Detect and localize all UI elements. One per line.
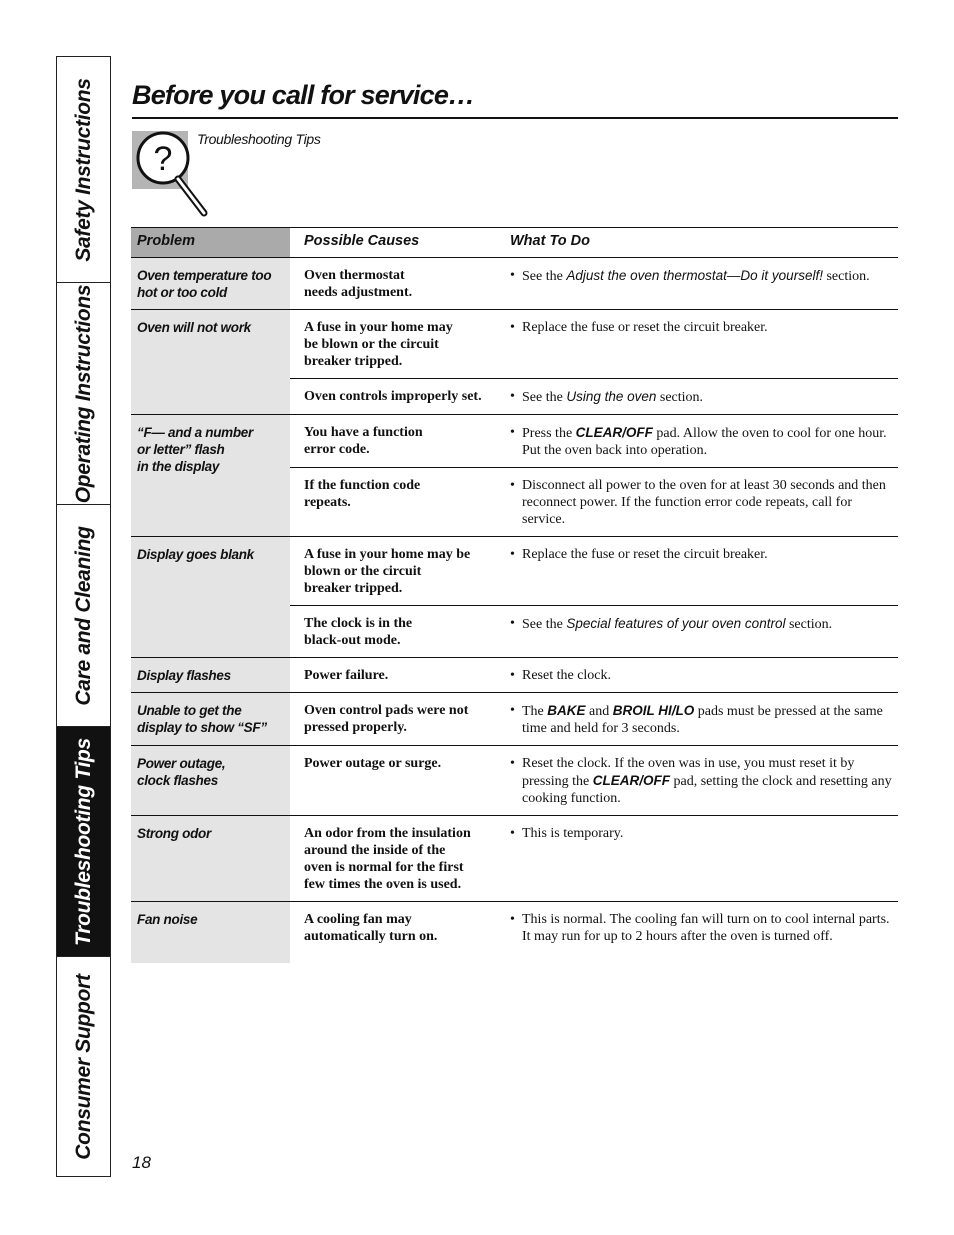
solution-text: pad. Allow the oven to cool for one hour. Put the oven back into operation.: [522, 426, 887, 458]
table-row: [131, 693, 898, 746]
solution-text: Replace the fuse or reset the circuit breaker.: [522, 320, 768, 335]
solution-text: This is temporary.: [522, 826, 624, 841]
solution-text: See the: [522, 617, 567, 632]
side-tab-label: Safety Instructions: [71, 77, 95, 262]
column-header-problem: Problem: [131, 228, 290, 258]
possible-cause-cell: Oven thermostat needs adjustment.: [304, 268, 413, 300]
possible-cause-cell: Oven control pads were not pressed properly.: [290, 693, 502, 746]
possible-cause-cell: The clock is in the black-out mode.: [290, 606, 502, 658]
table-row: [131, 537, 898, 606]
solution-item: [510, 267, 894, 285]
page-number: 18: [132, 1153, 151, 1172]
solution-item: [510, 615, 894, 633]
section-label: Troubleshooting Tips: [197, 131, 321, 147]
bullet-icon: •: [510, 425, 515, 440]
problem-cell: Strong odor: [131, 816, 290, 902]
solution-text: section.: [785, 617, 833, 632]
what-to-do-cell: [502, 258, 898, 310]
solution-item: [510, 388, 894, 406]
solution-text: Disconnect all power to the oven for at least 30 seconds and then reconnect power. If the function error code repeats, call for service.: [522, 478, 886, 527]
solution-text: section.: [822, 269, 870, 284]
solution-text: section.: [656, 390, 704, 405]
possible-cause-cell: Power outage or surge.: [290, 746, 502, 816]
side-tab-safety-instructions[interactable]: [57, 57, 110, 283]
solution-text: This is normal. The cooling fan will turn on to cool internal parts. It may run for up to 2 hours after the oven is turned off.: [522, 912, 890, 944]
bullet-icon: •: [510, 547, 515, 562]
bullet-icon: •: [510, 912, 515, 927]
possible-cause-cell: If the function code repeats.: [290, 468, 502, 537]
table-row: [131, 415, 898, 468]
bullet-icon: •: [510, 478, 515, 493]
what-to-do-cell: [502, 658, 898, 693]
what-to-do-cell: [502, 816, 898, 902]
possible-cause-cell: A fuse in your home may be blown or the circuit breaker tripped.: [290, 537, 502, 606]
bullet-icon: •: [510, 826, 515, 841]
solution-item: [510, 702, 894, 737]
solution-text: Reset the clock.: [522, 668, 612, 683]
bullet-icon: •: [510, 668, 515, 683]
possible-cause-cell: Oven controls improperly set.: [290, 379, 502, 415]
what-to-do-cell: [502, 537, 898, 606]
solution-item: [510, 825, 894, 842]
column-header-possible-causes: Possible Causes: [290, 228, 502, 258]
control-pad-name: CLEAR/OFF: [592, 773, 671, 788]
section-reference: Special features of your oven control: [566, 616, 786, 631]
solution-text: See the: [522, 269, 567, 284]
problem-cell: “F— and a number or letter” flash in the display: [131, 415, 290, 537]
side-tab-troubleshooting-tips[interactable]: [57, 727, 110, 957]
solution-item: [510, 755, 894, 807]
problem-cell: Fan noise: [131, 902, 290, 964]
side-tab-label: Consumer Support: [71, 973, 95, 1160]
solution-item: [510, 319, 894, 336]
bullet-icon: •: [510, 389, 515, 404]
table-header-row: [131, 228, 898, 258]
section-reference: Adjust the oven thermostat—Do it yourself!: [566, 268, 823, 283]
possible-cause-cell: Power failure.: [290, 658, 502, 693]
problem-cell: Display goes blank: [131, 537, 290, 658]
solution-text: Press the: [522, 426, 576, 441]
side-tab-label: Troubleshooting Tips: [71, 737, 95, 946]
solution-text: The: [522, 704, 548, 719]
bullet-icon: •: [510, 616, 515, 631]
table-row: [131, 902, 898, 964]
what-to-do-cell: [502, 310, 898, 379]
problem-cell: Oven temperature too hot or too cold: [131, 258, 290, 310]
solution-text: Replace the fuse or reset the circuit breaker.: [522, 547, 768, 562]
table-row: [131, 746, 898, 816]
bullet-icon: •: [510, 320, 515, 335]
section-reference: Using the oven: [566, 389, 657, 404]
bullet-icon: •: [510, 703, 515, 718]
bullet-icon: •: [510, 756, 515, 771]
control-pad-name: BROIL HI/LO: [612, 703, 695, 718]
troubleshooting-table: [131, 227, 898, 963]
side-tab-consumer-support[interactable]: [57, 957, 110, 1176]
problem-cell: Display flashes: [131, 658, 290, 693]
side-tab-care-and-cleaning[interactable]: [57, 505, 110, 727]
page-title: Before you call for service…: [132, 80, 475, 110]
solution-text: pad, setting the clock and resetting any cooking function.: [522, 774, 892, 806]
table-body: [131, 258, 898, 964]
solution-item: [510, 477, 894, 528]
possible-cause-cell: You have a function error code.: [290, 415, 502, 468]
solution-item: [510, 911, 894, 945]
what-to-do-cell: [502, 693, 898, 746]
problem-cell: Unable to get the display to show “SF”: [131, 693, 290, 746]
possible-cause-cell: A cooling fan may automatically turn on.: [290, 902, 502, 964]
problem-cell: Oven will not work: [131, 310, 290, 415]
table-row: [131, 658, 898, 693]
solution-item: [510, 667, 894, 684]
side-tab-label: Operating Instructions: [71, 284, 95, 503]
solution-text: pads must be pressed at the same time and held for 3 seconds.: [522, 704, 883, 736]
side-tab-nav: [56, 56, 111, 1177]
what-to-do-cell: [502, 606, 898, 658]
solution-item: [510, 546, 894, 563]
column-header-what-to-do: What To Do: [502, 228, 898, 258]
solution-text: See the: [522, 390, 567, 405]
table-row: [131, 310, 898, 379]
what-to-do-cell: [502, 415, 898, 468]
table-row: [131, 258, 898, 310]
control-pad-name: CLEAR/OFF: [575, 425, 653, 440]
possible-cause-cell: A fuse in your home may be blown or the circuit breaker tripped.: [290, 310, 502, 379]
what-to-do-cell: [502, 379, 898, 415]
table-row: [131, 816, 898, 902]
problem-cell: Power outage, clock flashes: [131, 746, 290, 816]
solution-item: [510, 424, 894, 459]
what-to-do-cell: [502, 468, 898, 537]
possible-cause-cell: An odor from the insulation around the inside of the oven is normal for the first few times the oven is used.: [290, 816, 502, 902]
solution-text: Reset the clock. If the oven was in use, you must reset it by pressing the: [522, 756, 855, 789]
svg-text:?: ?: [153, 140, 173, 178]
bullet-icon: •: [510, 268, 515, 283]
solution-text: and: [585, 704, 613, 719]
control-pad-name: BAKE: [547, 703, 586, 718]
what-to-do-cell: [502, 746, 898, 816]
what-to-do-cell: [502, 902, 898, 964]
side-tab-label: Care and Cleaning: [71, 525, 95, 706]
title-divider: [132, 117, 898, 119]
side-tab-operating-instructions[interactable]: [57, 283, 110, 505]
